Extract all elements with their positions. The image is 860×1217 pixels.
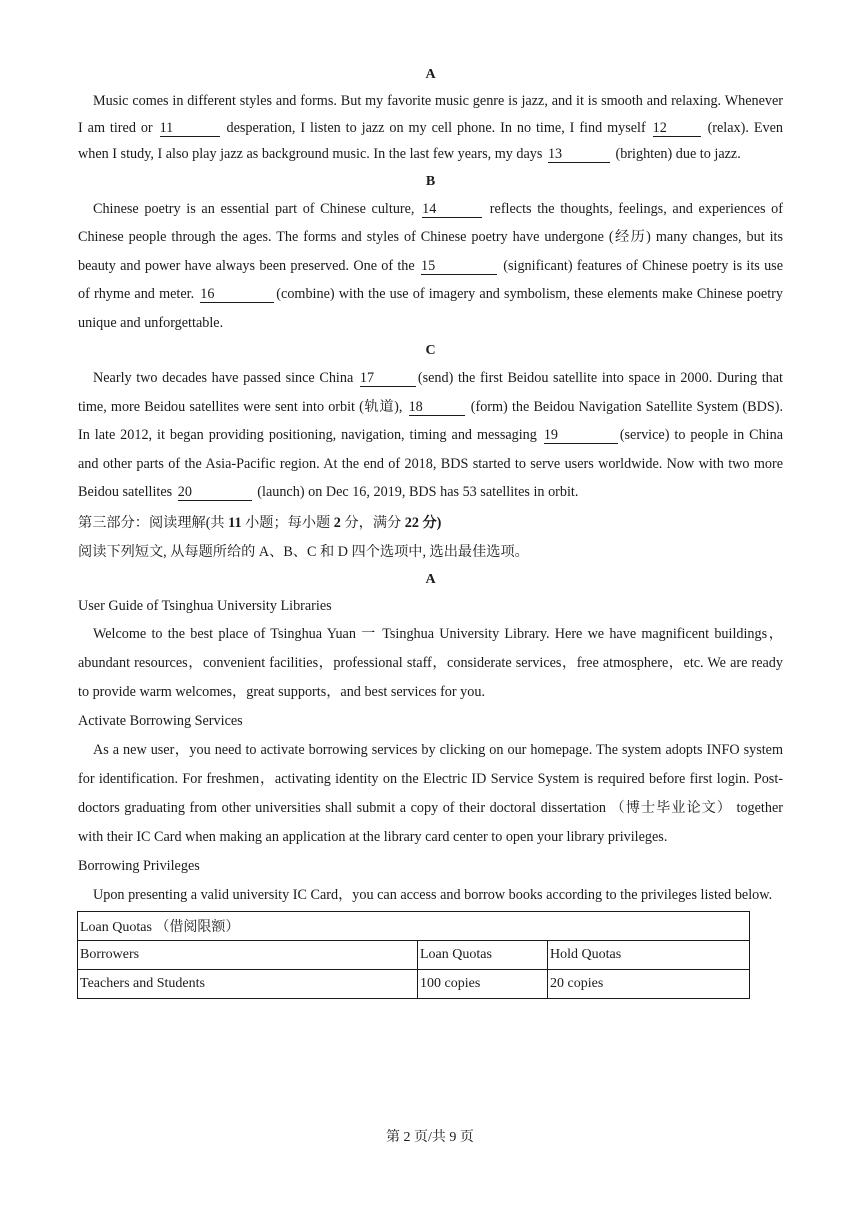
table-row [78, 969, 750, 998]
table-header-row [78, 940, 750, 969]
table-cell: 100 copies [418, 969, 548, 998]
section-c-heading: C [425, 343, 436, 358]
section-b-heading: B [425, 173, 436, 189]
blank-15[interactable]: 15 [421, 259, 497, 275]
table-header-cell: Borrowers [78, 940, 418, 969]
part3-heading: 第三部分：阅读理解(共 11 小题；每小题 2 分，满分 22 分) [78, 514, 442, 531]
blank-19[interactable]: 19 [544, 428, 618, 444]
blank-16[interactable]: 16 [200, 287, 274, 303]
page-content [78, 62, 783, 999]
section-c-paragraph: Nearly two decades have passed since China 17 (send) the first Beidou satellite into space in 2000. During that time, more Beidou satellites were sent into orbit (轨道), 18 (form) the Beidou Navigation Satellite System (BDS). In late 2012, it began providing positioning, navigation, timing and messaging 19 (service) to people in China and other parts of the Asia-Pacific region. At the end of 2018, BDS started to serve users worldwide. Now with two more Beidou satellites 20 (launch) on Dec 16, 2019, BDS has 53 satellites in orbit. [78, 370, 784, 500]
reading-a-heading: A [425, 571, 436, 587]
section-b-paragraph: Chinese poetry is an essential part of Chinese culture, 14 reflects the thoughts, feelings, and experiences of Chinese people through the ages. The forms and styles of Chinese poetry have undergone (经历) many changes, but its beauty and power have always been preserved. One of the 15 (significant) features of Chinese poetry is its use of rhyme and meter. 16 (combine) with the use of imagery and symbolism, these elements make Chinese poetry unique and unforgettable. [78, 200, 783, 331]
section-a-paragraph: Music comes in different styles and forms. But my favorite music genre is jazz, and it is smooth and relaxing. Whenever I am tired or 11 desperation, I listen to jazz on my cell phone. In no time, I find myself 12 (relax). Even when I study, I also play jazz as background music. In the last few years, my days 13 (brighten) due to jazz. [78, 93, 783, 162]
reading-a-intro: Welcome to the best place of Tsinghua Yuan 一 Tsinghua University Library. Here we have magnificent buildings，abundant resources，convenient facilities，professional staff，considerate services，free atmosphere，etc. We are ready to provide warm welcomes，great supports，and best services for you. [78, 625, 783, 700]
activate-text: As a new user，you need to activate borrowing services by clicking on our homepage. The system adopts INFO system for identification. For freshmen，activating identity on the Electric ID Service System is required before first login. Post-doctors graduating from other universities shall submit a copy of their doctoral dissertation （博士毕业论文） together with their IC Card when making an application at the library card center to open your library privileges. [78, 741, 783, 845]
blank-12[interactable]: 12 [653, 121, 701, 137]
table-cell: Teachers and Students [78, 969, 418, 998]
blank-11[interactable]: 11 [160, 121, 220, 137]
page-footer: 第 2 页/共 9 页 [386, 1130, 474, 1145]
table-header-cell: Loan Quotas [418, 940, 548, 969]
reading-a-title: User Guide of Tsinghua University Libraries [78, 597, 332, 614]
table-cell: 20 copies [548, 969, 750, 998]
table-header-cell: Hold Quotas [548, 940, 750, 969]
loan-quota-table [77, 911, 750, 999]
blank-13[interactable]: 13 [548, 147, 610, 163]
section-a-heading: A [425, 67, 436, 82]
privileges-text: Upon presenting a valid university IC Card，you can access and borrow books according to the privileges listed below. [93, 886, 773, 903]
privileges-heading: Borrowing Privileges [78, 857, 200, 874]
activate-heading: Activate Borrowing Services [78, 712, 243, 729]
part3-instruction: 阅读下列短文, 从每题所给的 A、B、C 和 D 四个选项中, 选出最佳选项。 [78, 543, 529, 560]
table-caption: Loan Quotas （借阅限额） [78, 911, 750, 940]
blank-17[interactable]: 17 [360, 371, 416, 387]
blank-20[interactable]: 20 [178, 485, 252, 501]
blank-14[interactable]: 14 [422, 202, 482, 218]
blank-18[interactable]: 18 [409, 400, 465, 416]
